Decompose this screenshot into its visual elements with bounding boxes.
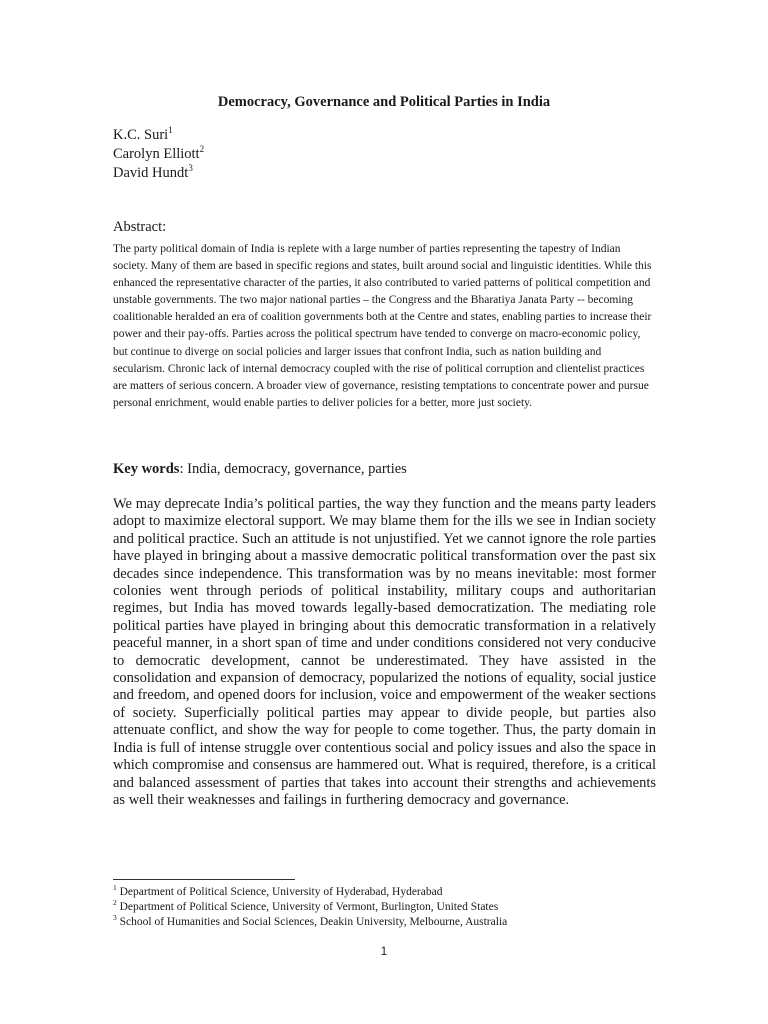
footnote (113, 885, 507, 900)
abstract-heading: Abstract: (113, 219, 167, 235)
author-list (113, 126, 204, 183)
footnote (113, 915, 507, 930)
keywords-values: : India, democracy, governance, parties (179, 461, 407, 477)
footnote-text: School of Humanities and Social Sciences, Deakin University, Melbourne, Australia (116, 916, 508, 928)
footnote-text: Department of Political Science, University of Vermont, Burlington, United States (116, 901, 499, 913)
author-name: Carolyn Elliott (113, 146, 200, 162)
page-number: 1 (380, 946, 388, 958)
abstract-text: The party political domain of India is replete with a large number of parties representing the tapestry of Indian society. Many of them are based in specific regions and states, built around social and linguistic identities. While this enhanced the representative character of the parties, it also contributed to varied patterns of political competition and unstable governments. The two major national parties – the Congress and the Bharatiya Janata Party -- becoming coalitionable heralded an era of coalition governments both at the Centre and states, enabling parties to increase their power and their pay-offs. Parties across the political spectrum have tended to converge on macro-economic policy, but continue to diverge on social policies and larger issues that confront India, such as nation building and secularism. Chronic lack of internal democracy coupled with the rise of political corruption and clientelist practices are matters of serious concern. A broader view of governance, resisting temptations to concentrate power and pursue personal enrichment, would enable parties to deliver policies for a better, more just society. (113, 243, 652, 409)
keywords-line (113, 460, 407, 478)
footnote-mark: 2 (199, 144, 205, 154)
body-paragraph: We may deprecate India’s political parties, the way they function and the means party leaders adopt to maximize electoral support. We may blame them for the ills we see in Indian society and political practice. Such an attitude is not unjustified. Yet we cannot ignore the role parties have played in bringing about a massive democratic political transformation over the past six decades since independence. This transformation was by no means inevitable: most former colonies went through periods of political instability, military coups and authoritarian regimes, but India has moved towards legally-based democratization. The mediating role political parties have played in bringing about this democratic transformation in a relatively peaceful manner, in a short span of time and under conditions considered not very conducive to democratic development, cannot be underestimated. They have assisted in the consolidation and expansion of democracy, popularized the notions of equality, social justice and freedom, and opened doors for inclusion, voice and empowerment of the weaker sections of society. Superficially political parties may appear to divide people, but parties also attenuate conflict, and show the way for people to come together. Thus, the party domain in India is full of intense struggle over contentious social and policy issues and also the space in which compromise and consensus are hammered out. What is required, therefore, is a critical and balanced assessment of parties that takes into account their strengths and achievements as well their weaknesses and failings in furthering democracy and governance. (113, 496, 656, 808)
keywords-label: Key words (113, 461, 180, 477)
footnote-mark: 3 (113, 913, 117, 922)
footnote-list (113, 885, 507, 930)
footnote-divider (113, 879, 295, 880)
footnote-text: Department of Political Science, University of Hyderabad, Hyderabad (116, 886, 443, 898)
author-name: K.C. Suri (113, 127, 169, 143)
footnote-mark: 2 (113, 898, 117, 907)
author (113, 145, 204, 164)
author (113, 164, 204, 183)
footnote-mark: 1 (113, 883, 117, 892)
footnote (113, 900, 507, 915)
author (113, 126, 204, 145)
footnote-mark: 3 (188, 163, 193, 173)
paper-title: Democracy, Governance and Political Parties in India (217, 94, 551, 110)
author-name: David Hundt (113, 165, 189, 181)
footnote-mark: 1 (168, 125, 173, 135)
